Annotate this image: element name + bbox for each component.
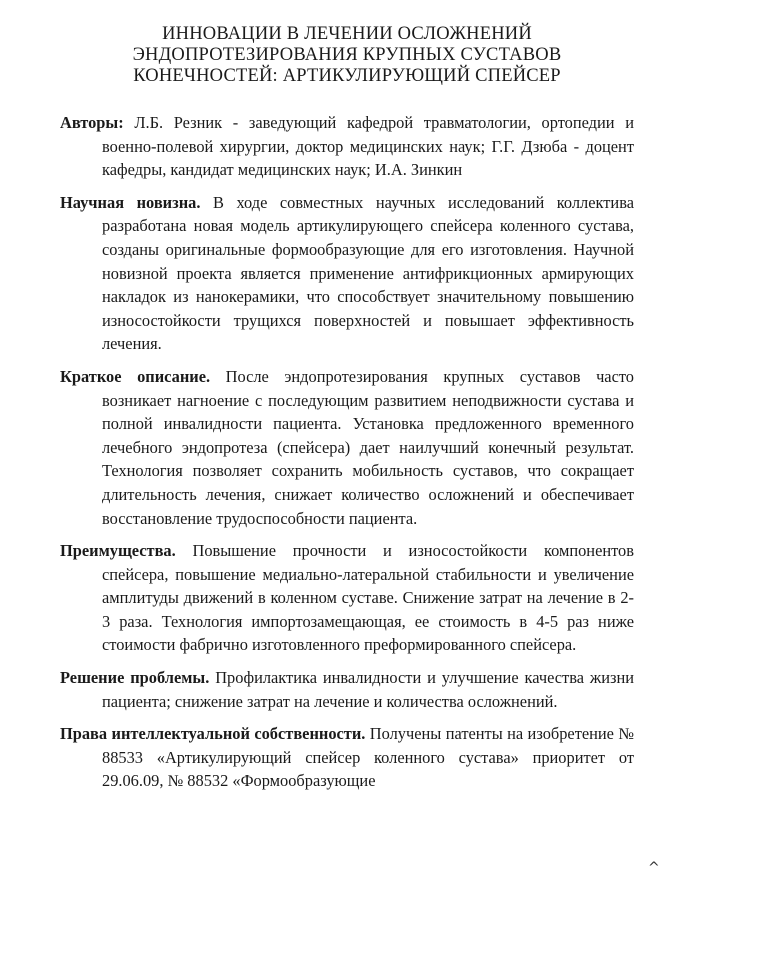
section-text: Профилактика инвалидности и улучшение качества жизни пациента; снижение затрат на лечение и количества осложнений. — [102, 668, 635, 711]
document-page — [60, 24, 634, 802]
section-label: Авторы: — [60, 113, 124, 132]
novelty-section — [60, 191, 634, 356]
section-text: Получены патенты на изобретение № 88533 «Артикулирующий спейсер коленного сустава» приоритет от 29.06.09, № 88532 «Формообразующие — [102, 724, 634, 791]
section-label: Краткое описание. — [60, 366, 211, 386]
section-text: После эндопротезирования крупных суставов часто возникает нагноение с последующим развитием неподвижности сустава и полной инвалидности пациента. Установка предложенного временного лечебного эндопротеза (спейсера) дает наилучший конечный результат. Технология позволяет сохранить мобильность суставов, что сокращает длительность лечения, снижает количество осложнений и обеспечивает восстановление трудоспособности пациента. — [102, 366, 634, 528]
section-label: Научная новизна. — [60, 192, 201, 212]
section-label: Права интеллектуальной собственности. — [60, 724, 366, 744]
scroll-up-indicator[interactable]: ^ — [648, 860, 660, 876]
section-text: В ходе совместных научных исследований коллектива разработана новая модель артикулирующего спейсера коленного сустава, созданы оригинальные формообразующие для его изготовления. Научной новизной проекта является применение антифрикционных армирующих накладок из нанокерамики, что способствует значительному повышению износостойкости трущихся поверхностей и повышает эффективность лечения. — [102, 192, 634, 354]
document-title — [60, 24, 634, 87]
title-line: ИННОВАЦИИ В ЛЕЧЕНИИ ОСЛОЖНЕНИЙ — [162, 24, 532, 44]
section-text: Повышение прочности и износостойкости компонентов спейсера, повышение медиально-латеральной стабильности и увеличение амплитуды движений в коленном суставе. Снижение затрат на лечение в 2-3 раза. Технология импортозамещающая, ее стоимость в 4-5 раз ниже стоимости фабрично изготовленного преформированного спейсера. — [102, 541, 634, 655]
summary-section — [60, 365, 634, 530]
section-label: Решение проблемы. — [60, 668, 210, 688]
title-line: КОНЕЧНОСТЕЙ: АРТИКУЛИРУЮЩИЙ СПЕЙСЕР — [133, 66, 561, 86]
section-text: Л.Б. Резник - заведующий кафедрой травматологии, ортопедии и военно-полевой хирургии, доктор медицинских наук; Г.Г. Дзюба - доцент кафедры, кандидат медицинских наук; И.А. Зинкин — [102, 113, 634, 180]
advantages-section — [60, 539, 634, 657]
title-line: ЭНДОПРОТЕЗИРОВАНИЯ КРУПНЫХ СУСТАВОВ — [132, 45, 562, 65]
section-label: Преимущества. — [60, 541, 176, 561]
ip-rights-section — [60, 722, 634, 793]
problem-solution-section — [60, 666, 634, 713]
authors-section — [60, 111, 634, 182]
